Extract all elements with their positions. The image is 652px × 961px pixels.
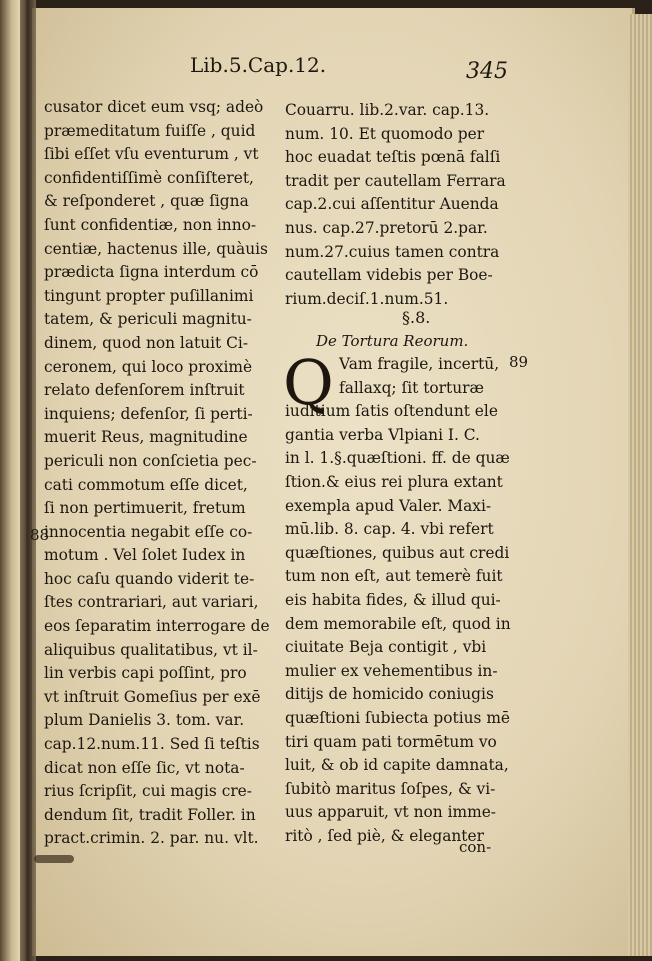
text-line: pract.crimin. 2. par. nu. vlt. [44, 829, 259, 848]
ink-stain [34, 855, 74, 863]
text-line: num.27.cuius tamen contra [285, 242, 500, 261]
text-line: ſunt confidentiæ, non inno- [44, 215, 257, 234]
text-line: & reſponderet , quæ ſigna [44, 192, 249, 211]
drop-cap: Q [283, 346, 334, 419]
text-line: cusator dicet eum vsq; adeò [44, 98, 264, 116]
text-line: fallaxq; ſit torturæ [339, 378, 484, 397]
section-number: §.8. [402, 308, 431, 327]
gutter [20, 0, 36, 961]
page-number: 345 [466, 59, 508, 84]
text-line: tiri quam pati tormētum vo [285, 732, 497, 751]
text-line: mū.lib. 8. cap. 4. vbi refert [285, 520, 494, 539]
text-line: eis habita fides, & illud qui- [285, 590, 501, 609]
text-line: tatem, & periculi magnitu- [44, 310, 252, 329]
text-line: ſibi eſſet vſu eventurum , vt [44, 145, 259, 164]
text-line: quæſtioni ſubiecta potius mē [285, 708, 511, 727]
text-line: rius ſcripſit, cui magis cre- [44, 782, 252, 801]
text-line: cati commotum eſſe dicet, [44, 475, 248, 494]
text-line: centiæ, hactenus ille, quàuis [44, 239, 268, 258]
text-line: ſi non pertimuerit, fretum [44, 499, 246, 518]
text-line: inquiens; defenſor, ſi perti- [44, 404, 253, 423]
margin-note-right: 89 [509, 353, 529, 371]
text-line: muerit Reus, magnitudine [44, 428, 248, 447]
text-line: periculi non conſcietia pec- [44, 451, 257, 470]
text-line: hoc caſu quando viderit te- [44, 569, 255, 588]
text-line: cautellam videbis per Boe- [285, 266, 493, 285]
text-line: plum Danielis 3. tom. var. [44, 711, 245, 730]
text-line: dendum ſit, tradit Foller. in [44, 805, 256, 824]
text-line: Couarru. lib.2.var. cap.13. [285, 101, 490, 119]
text-line: ſtion.& eius rei plura extant [285, 472, 503, 491]
text-line: dem memorabile eſt, quod in [285, 614, 511, 633]
text-line: dinem, quod non latuit Ci- [44, 333, 249, 352]
section-title: De Tortura Reorum. [316, 332, 469, 350]
left-column [44, 96, 270, 851]
text-line: vt inſtruit Gomeſius per exē [44, 687, 261, 706]
text-line: gantia verba Vlpiani I. C. [285, 425, 480, 444]
text-line: innocentia negabit eſſe co- [44, 522, 253, 541]
running-title: Lib.5.Cap.12. [190, 53, 327, 77]
text-line: motum . Vel ſolet Iudex in [44, 546, 246, 565]
text-line: nus. cap.27.pretorū 2.par. [285, 218, 488, 237]
text-line: mulier ex vehementibus in- [285, 661, 498, 680]
text-line: tradit per cautellam Ferrara [285, 171, 506, 190]
right-column-top [285, 99, 510, 311]
text-line: dicat non eſſe ſic, vt nota- [44, 758, 245, 777]
text-line: in l. 1.§.quæſtioni. ff. de quæ [285, 449, 510, 468]
text-line: confidentiſſimè conſiſteret, [44, 168, 254, 187]
text-line: ciuitate Beja contigit , vbi [285, 638, 487, 657]
text-line: ſubitò maritus ſoſpes, & vi- [285, 779, 496, 798]
text-line: ceronem, qui loco proximè [44, 357, 253, 376]
page-edges [628, 14, 652, 956]
text-line: iuditium ſatis oſtendunt ele [285, 402, 498, 421]
text-line: ritò , ſed piè, & eleganter [285, 826, 484, 845]
text-line: rium.deciſ.1.num.51. [285, 289, 449, 308]
text-line: quæſtiones, quibus aut credi [285, 543, 510, 562]
text-line: num. 10. Et quomodo per [285, 124, 485, 143]
text-line: tum non eſt, aut temerè fuit [285, 567, 503, 586]
text-line: cap.2.cui aſſentitur Auenda [285, 195, 499, 214]
right-column-body [283, 346, 515, 848]
text-line: aliquibus qualitatibus, vt il- [44, 640, 258, 659]
text-line: exempla apud Valer. Maxi- [285, 496, 492, 515]
text-line: relato defenſorem inſtruit [44, 381, 245, 400]
margin-note-left: 88 [30, 526, 50, 544]
text-line: prædicta ſigna interdum cō [44, 263, 259, 282]
text-line: luit, & ob id capite damnata, [285, 756, 509, 775]
text-line: Vam fragile, incertū, [339, 355, 500, 373]
text-line: uus apparuit, vt non imme- [285, 803, 497, 822]
catchword: con- [459, 838, 492, 856]
text-line: hoc euadat teſtis pœnā falſi [285, 148, 501, 167]
text-line: ſtes contrariari, aut variari, [44, 593, 259, 612]
text-line: ditijs de homicido coniugis [285, 685, 494, 704]
text-line: lin verbis capi poſſint, pro [44, 664, 247, 683]
text-line: præmeditatum fuiſſe , quid [44, 121, 256, 140]
text-line: cap.12.num.11. Sed ſi teſtis [44, 735, 260, 754]
text-line: eos ſeparatim interrogare de [44, 617, 270, 636]
text-line: tingunt propter puſillanimi [44, 286, 254, 305]
